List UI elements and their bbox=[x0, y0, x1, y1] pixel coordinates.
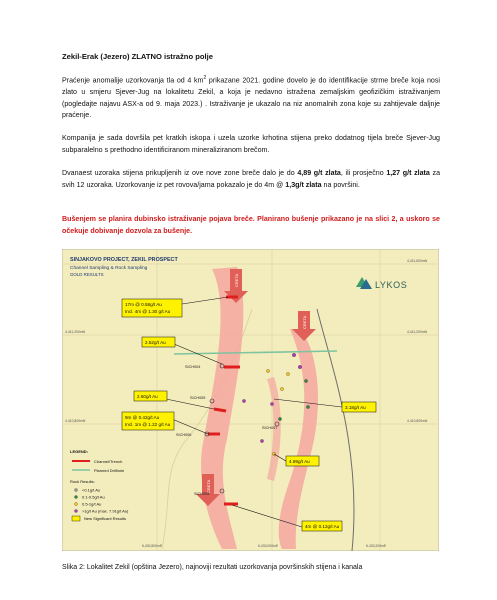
svg-text:17m @ 0.58g/t Au: 17m @ 0.58g/t Au bbox=[125, 302, 162, 307]
page-title: Zekil-Erak (Jezero) ZLATNO istražno polje bbox=[62, 52, 213, 61]
svg-text:SICH007: SICH007 bbox=[262, 426, 278, 430]
svg-text:2.60g/t Au: 2.60g/t Au bbox=[137, 394, 158, 399]
svg-text:4,411,200mN: 4,411,200mN bbox=[407, 330, 428, 334]
svg-text:4,410,800mN: 4,410,800mN bbox=[65, 419, 86, 423]
figure-caption: Slika 2: Lokalitet Zekil (opština Jezero), najnoviji rezultati uzorkovanja površinskih stijena i kanala bbox=[62, 564, 363, 571]
paragraph-2: Kompanija je sada dovršila pet kratkih iskopa i uzela uzorke krhotina stijena preko dodatnog tijela breče Sjever-Jug subparalelno s prethodno identificiranom mineraliziranom brečom. bbox=[62, 134, 440, 154]
svg-text:SICH004: SICH004 bbox=[185, 365, 201, 369]
svg-text:6,433,000mE: 6,433,000mE bbox=[258, 544, 279, 548]
svg-text:Planned Drillhole: Planned Drillhole bbox=[94, 468, 125, 473]
svg-text:LEGEND:: LEGEND: bbox=[70, 449, 88, 454]
svg-text:New Significant Results: New Significant Results bbox=[84, 516, 127, 521]
svg-text:Incl. 4m @ 1.30 g/t Au: Incl. 4m @ 1.30 g/t Au bbox=[125, 309, 171, 314]
svg-text:>1g/t Au (max. 7.91g/t Au): >1g/t Au (max. 7.91g/t Au) bbox=[82, 508, 129, 514]
map-heading: SINJAKOVO PROJECT, ZEKIL PROSPECT bbox=[70, 257, 178, 263]
svg-text:0.1-0.5g/t Au: 0.1-0.5g/t Au bbox=[82, 494, 105, 500]
svg-text:SICH006: SICH006 bbox=[176, 433, 192, 437]
svg-text:0.5-1g/t Au: 0.5-1g/t Au bbox=[82, 501, 102, 507]
svg-text:<0.1g/t Au: <0.1g/t Au bbox=[82, 487, 101, 493]
svg-text:6,432,800mE: 6,432,800mE bbox=[142, 544, 163, 548]
svg-text:9m @ 0.42g/t Au: 9m @ 0.42g/t Au bbox=[125, 415, 160, 420]
map-subheading-2: GOLD RESULTS bbox=[70, 272, 104, 277]
svg-text:4m @ 0.12g/t Au: 4m @ 0.12g/t Au bbox=[305, 524, 340, 529]
svg-text:3.18g/t Au: 3.18g/t Au bbox=[345, 405, 366, 410]
svg-text:SICH005: SICH005 bbox=[190, 396, 206, 400]
svg-text:4,410,800mN: 4,410,800mN bbox=[407, 419, 428, 423]
prospect-map bbox=[62, 249, 439, 551]
paragraph-4-highlight: Bušenjem se planira dubinsko istraživanje pojava breče. Planirano bušenje prikazano je na slici 2, a uskoro se očekuje dobivanje dozvola za bušenje. bbox=[62, 215, 440, 235]
svg-text:CRETA: CRETA bbox=[206, 479, 211, 493]
svg-text:LYKOS: LYKOS bbox=[375, 280, 408, 290]
paragraph-1: Praćenje anomalije uzorkovanja tla od 4 $km^2$ prikazane 2021. godine dovelo je do identifikacije strme breče koja nosi zlato u smjeru Sjever-Jug na lokalitetu Zekil, a koja je nedavno istražena zemaljskim geofizičkim istraživanjem (pogledajte najavu ASX-a od 9. maja 2023.) . Istraživanje je ukazalo na niz anomalnih zona koje su zahtijevale daljnje praćenje. bbox=[62, 75, 440, 120]
map-background bbox=[62, 249, 439, 551]
svg-text:CRETA: CRETA bbox=[234, 273, 239, 287]
svg-text:6,433,200mE: 6,433,200mE bbox=[366, 544, 387, 548]
svg-text:Incl. 1m @ 1.22 g/t Au: Incl. 1m @ 1.22 g/t Au bbox=[125, 422, 171, 427]
svg-text:4,411,200mN: 4,411,200mN bbox=[65, 330, 86, 334]
svg-text:Channel/Trench: Channel/Trench bbox=[94, 459, 123, 464]
paragraph-3: Dvanaest uzoraka stijena prikupljenih iz ove nove zone breče dalo je do 4,89 g/t zlata, ili prosječno 1,27 g/t zlata za svih 12 uzoraka. Uzorkovanje iz pet rovova/jama pokazalo je do 4m @ 1,3g/t zlata na površini. bbox=[62, 169, 441, 189]
svg-text:Rock Results:: Rock Results: bbox=[70, 479, 95, 484]
svg-text:2.52g/t Au: 2.52g/t Au bbox=[145, 340, 166, 345]
svg-text:SICH008: SICH008 bbox=[194, 492, 210, 496]
svg-text:CRETA: CRETA bbox=[302, 315, 307, 329]
svg-text:4,411,600mN: 4,411,600mN bbox=[407, 259, 428, 263]
svg-text:4.89g/t Au: 4.89g/t Au bbox=[289, 459, 310, 464]
map-subheading: Channel Sampling & Rock Sampling bbox=[70, 266, 148, 271]
